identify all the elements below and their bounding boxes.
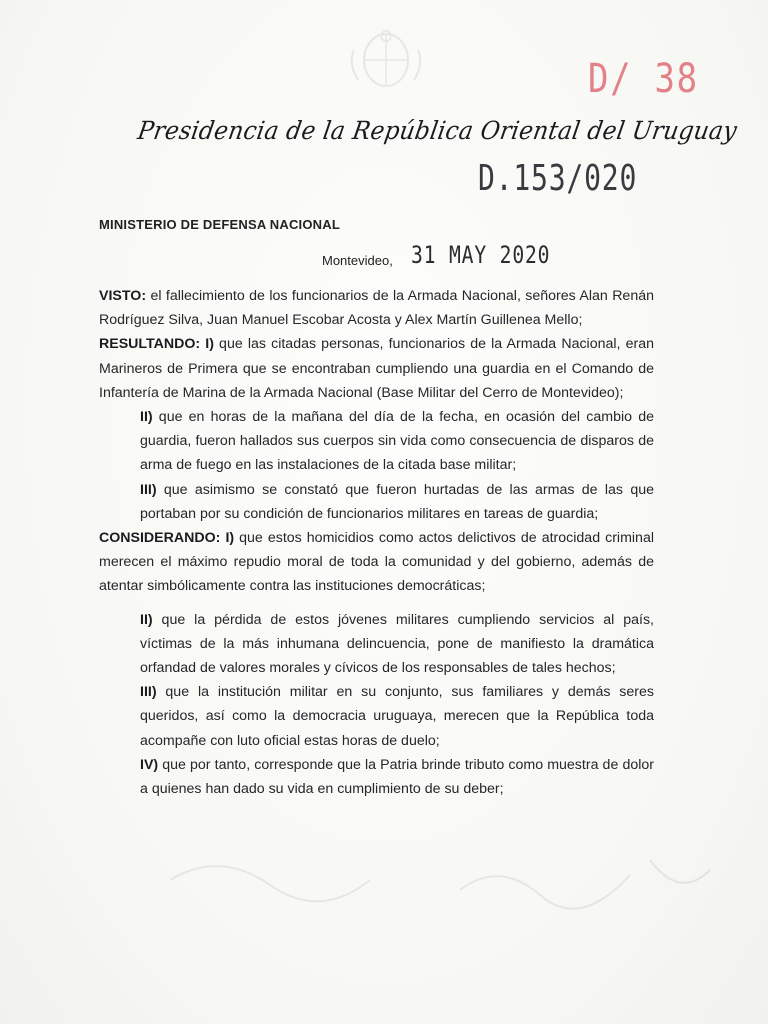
considerando-item-number: IV) — [140, 756, 159, 773]
considerando-item-number: I) — [225, 530, 235, 547]
show-through-scribble-icon — [160, 840, 720, 920]
decree-number-stamp: D.153/020 — [478, 158, 638, 199]
resultando-item-text: que en horas de la mañana del día de la fecha, en ocasión del cambio de guardia, fueron hallados sus cuerpos sin vida como consecuencia de disparos de arma de fuego en las instalaciones de la citada base militar; — [140, 409, 654, 474]
resultando-item-text: que asimismo se constató que fueron hurtadas de las armas de las que portaban por su condición de funcionarios militares en tareas de guardia; — [140, 481, 654, 522]
resultando-paragraph-3 — [99, 478, 654, 526]
resultando-label: RESULTANDO: — [99, 336, 201, 353]
resultando-item-text: que las citadas personas, funcionarios de la Armada Nacional, eran Marineros de Primera que se encontraban cumpliendo una guardia en el Comando de Infantería de Marina de la Armada Nacional (Base Militar del Cerro de Montevideo); — [99, 336, 654, 401]
visto-text: el fallecimiento de los funcionarios de la Armada Nacional, señores Alan Renán Rodríguez Silva, Juan Manuel Escobar Acosta y Alex Martín Guillenea Mello; — [99, 288, 654, 329]
letterhead-title: Presidencia de la República Oriental del Uruguay — [135, 116, 740, 145]
decree-body — [99, 284, 654, 801]
considerando-item-text: que la pérdida de estos jóvenes militares cumpliendo servicios al país, víctimas de la más inhumana delincuencia, pone de manifiesto la dramática orfandad de valores morales y cívicos de los responsables de tales hechos; — [140, 611, 654, 677]
considerando-item-text: que estos homicidios como actos delictivos de atrocidad criminal merecen el máximo repudio moral de toda la comunidad y del gobierno, además de atentar simbólicamente contra las instituciones democráticas; — [99, 530, 654, 595]
considerando-item-text: que por tanto, corresponde que la Patria brinde tributo como muestra de dolor a quienes han dado su vida en cumplimiento de su deber; — [140, 756, 654, 798]
considerando-label: CONSIDERANDO: — [99, 530, 221, 547]
visto-label: VISTO: — [99, 288, 147, 304]
considerando-paragraph-3 — [99, 680, 654, 753]
considerando-item-number: II) — [140, 611, 153, 628]
considerando-paragraph-4 — [99, 753, 654, 801]
resultando-paragraph-1 — [99, 332, 654, 405]
considerando-paragraph-1 — [99, 526, 654, 599]
resultando-item-number: II) — [140, 409, 153, 426]
visto-paragraph — [99, 284, 654, 332]
coat-of-arms-watermark-icon — [344, 30, 428, 92]
place-label: Montevideo, — [322, 253, 393, 268]
considerando-paragraph-2 — [99, 608, 654, 681]
registry-stamp-number: D/ 38 — [588, 56, 699, 102]
considerando-item-text: que la institución militar en su conjunto, sus familiares y demás seres queridos, así como la democracia uruguaya, merecen que la República toda acompañe con luto oficial estas horas de duelo; — [140, 684, 654, 749]
resultando-paragraph-2 — [99, 405, 654, 478]
resultando-item-number: I) — [205, 336, 214, 353]
date-stamp: 31 MAY 2020 — [411, 241, 551, 269]
resultando-item-number: III) — [140, 481, 157, 498]
considerando-item-number: III) — [140, 684, 157, 701]
ministry-heading: MINISTERIO DE DEFENSA NACIONAL — [99, 217, 340, 232]
